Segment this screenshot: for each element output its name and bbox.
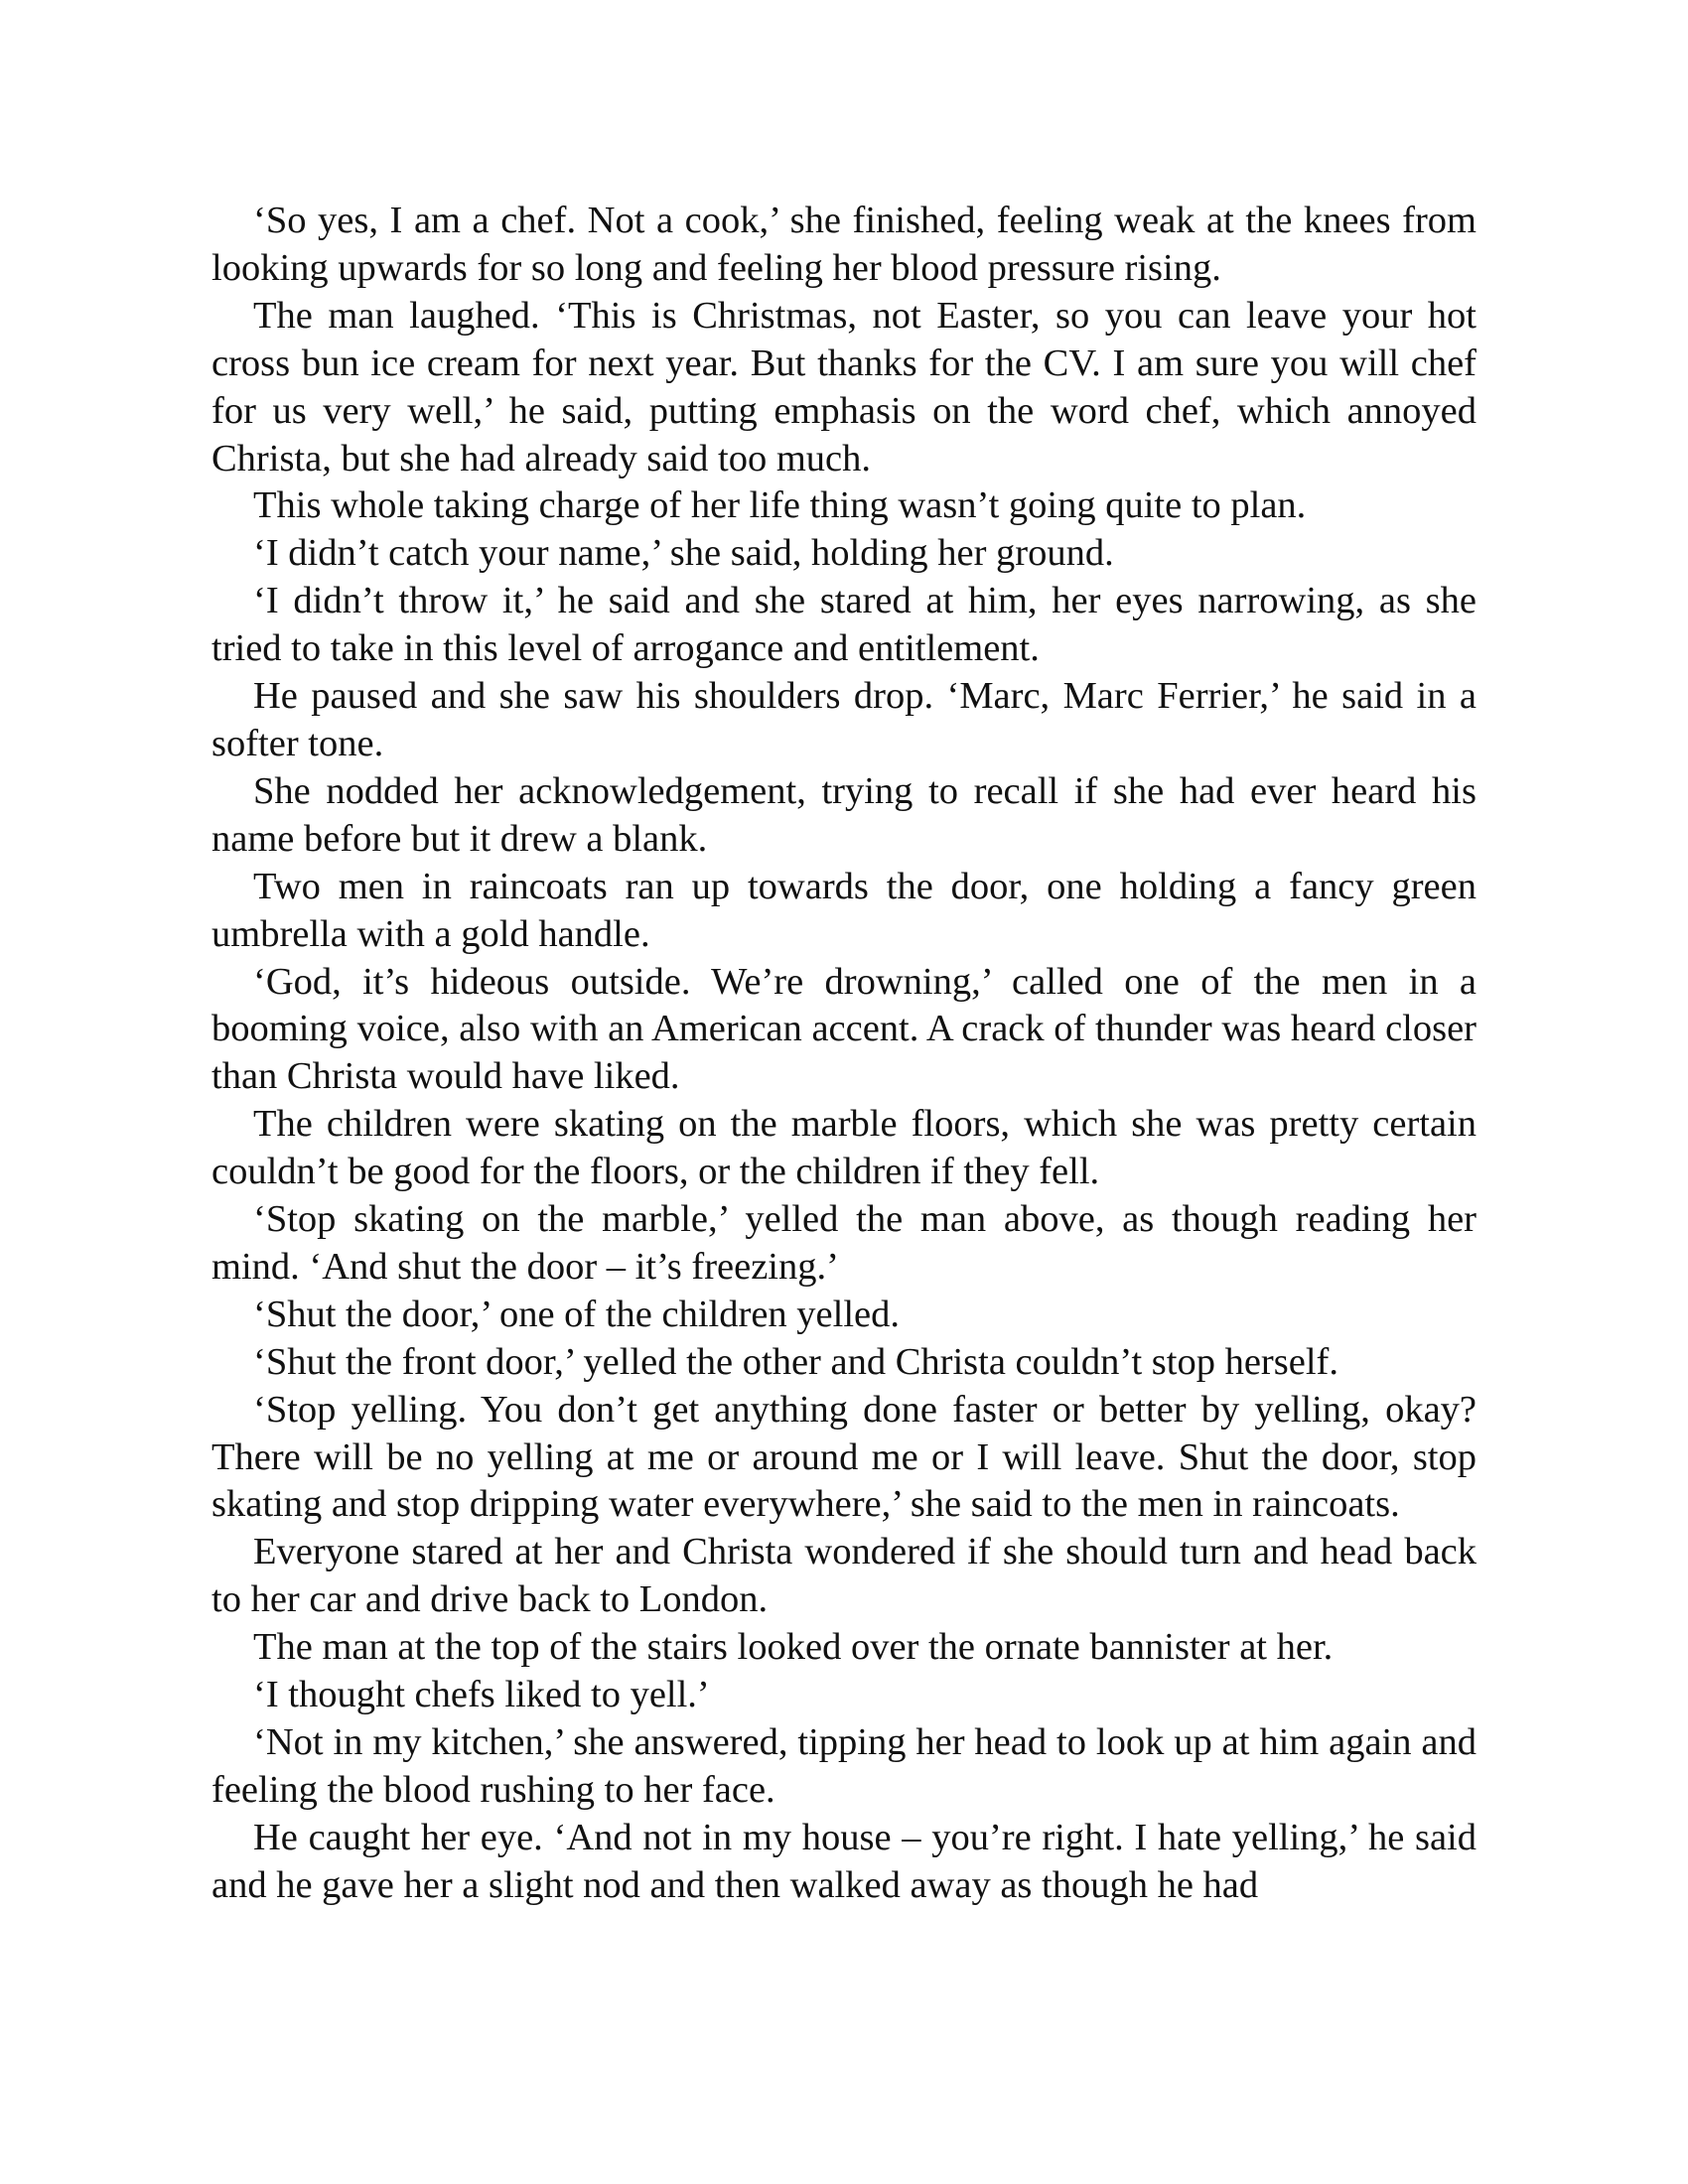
- paragraph: The man laughed. ‘This is Christmas, not Easter, so you can leave your hot cross bun ice cream for next year. But thanks for the CV. I am sure you will chef for us very well,’ he said, putting emphasis on the word chef, which annoyed Christa, but she had already said too much.: [211, 294, 1477, 479]
- paragraph: Everyone stared at her and Christa wondered if she should turn and head back to her car and drive back to London.: [211, 1531, 1477, 1621]
- paragraph: ‘So yes, I am a chef. Not a cook,’ she finished, feeling weak at the knees from looking upwards for so long and feeling her blood pressure rising.: [211, 200, 1477, 289]
- paragraph: He paused and she saw his shoulders drop. ‘Marc, Marc Ferrier,’ he said in a softer tone.: [211, 675, 1477, 764]
- paragraph: She nodded her acknowledgement, trying to recall if she had ever heard his name before but it drew a blank.: [211, 769, 1477, 860]
- paragraph: ‘Stop skating on the marble,’ yelled the man above, as though reading her mind. ‘And shut the door – it’s freezing.’: [211, 1198, 1477, 1288]
- paragraph: ‘I didn’t throw it,’ he said and she stared at him, her eyes narrowing, as she tried to take in this level of arrogance and entitlement.: [211, 580, 1477, 670]
- paragraph: He caught her eye. ‘And not in my house – you’re right. I hate yelling,’ he said and he gave her a slight nod and then walked away as though he had: [211, 1816, 1477, 1906]
- paragraph: The children were skating on the marble floors, which she was pretty certain couldn’t be good for the floors, or the children if they fell.: [211, 1103, 1477, 1193]
- paragraph: ‘Shut the front door,’ yelled the other and Christa couldn’t stop herself.: [253, 1340, 1338, 1383]
- paragraph: ‘God, it’s hideous outside. We’re drowning,’ called one of the men in a booming voice, also with an American accent. A crack of thunder was heard closer than Christa would have liked.: [211, 960, 1477, 1098]
- book-page-text: [211, 198, 1477, 1910]
- paragraph: ‘I thought chefs liked to yell.’: [253, 1674, 710, 1716]
- paragraph: This whole taking charge of her life thing wasn’t going quite to plan.: [253, 484, 1307, 527]
- paragraph: Two men in raincoats ran up towards the door, one holding a fancy green umbrella with a gold handle.: [211, 865, 1477, 955]
- paragraph: ‘Shut the door,’ one of the children yelled.: [253, 1293, 900, 1335]
- paragraph: ‘Stop yelling. You don’t get anything done faster or better by yelling, okay? There will be no yelling at me or around me or I will leave. Shut the door, stop skating and stop dripping water everywhere,’ she said to the men in raincoats.: [211, 1388, 1477, 1526]
- paragraph: ‘Not in my kitchen,’ she answered, tipping her head to look up at him again and feeling the blood rushing to her face.: [211, 1721, 1477, 1811]
- paragraph: ‘I didn’t catch your name,’ she said, holding her ground.: [253, 532, 1114, 575]
- paragraph: The man at the top of the stairs looked over the ornate bannister at her.: [253, 1626, 1334, 1669]
